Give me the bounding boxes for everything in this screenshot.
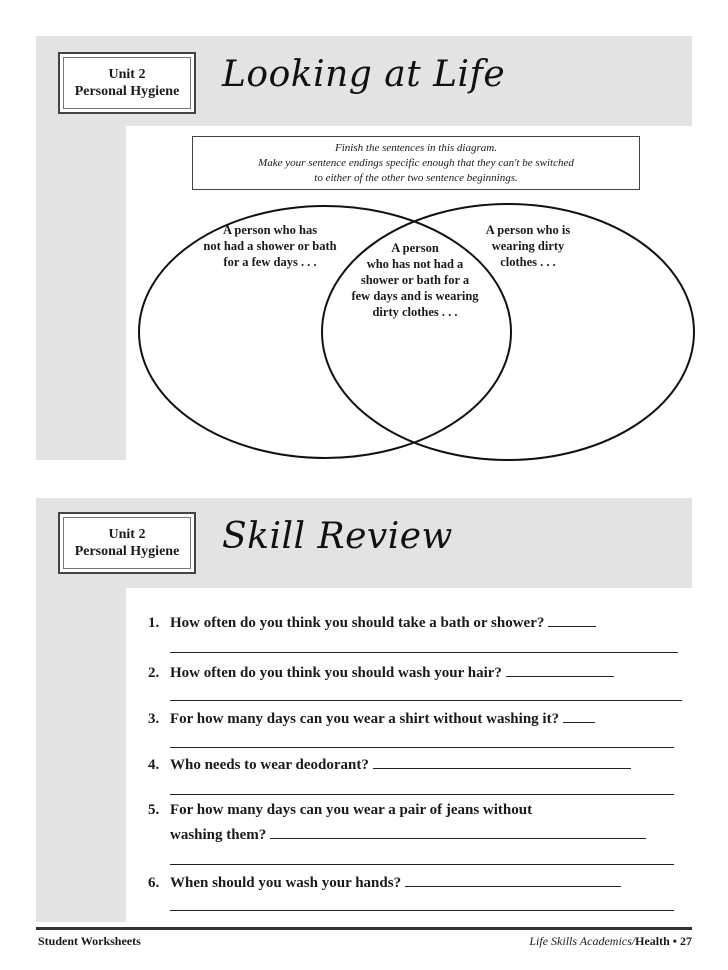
section1-title: Looking at Life bbox=[222, 54, 506, 95]
question-number: 6. bbox=[148, 875, 160, 891]
footer-series: Life Skills Academics/ bbox=[529, 934, 636, 948]
answer-blank[interactable] bbox=[506, 662, 614, 677]
answer-line[interactable] bbox=[170, 910, 674, 911]
venn-right-prompt bbox=[458, 222, 598, 270]
section2-unit-number: Unit 2 bbox=[108, 527, 146, 542]
answer-blank[interactable] bbox=[563, 708, 595, 723]
question-4 bbox=[148, 754, 678, 775]
question-5-continued bbox=[148, 824, 678, 845]
venn-center-line-2: who has not had a bbox=[366, 257, 464, 271]
question-text: For how many days can you wear a shirt without washing it? bbox=[170, 711, 560, 727]
venn-center-line-3: shower or bath for a bbox=[360, 273, 470, 287]
question-3 bbox=[148, 708, 678, 729]
answer-blank[interactable] bbox=[405, 872, 621, 887]
instructions-line-1: Finish the sentences in this diagram. bbox=[335, 142, 497, 154]
answer-blank[interactable] bbox=[548, 612, 596, 627]
venn-right-line-2: wearing dirty bbox=[491, 239, 565, 253]
venn-right-line-3: clothes . . . bbox=[500, 255, 556, 269]
question-2 bbox=[148, 662, 678, 683]
question-5 bbox=[148, 800, 678, 820]
section2-unit-box bbox=[58, 512, 196, 574]
footer-left: Student Worksheets bbox=[38, 934, 141, 948]
footer-rule bbox=[36, 927, 692, 930]
question-number: 3. bbox=[148, 711, 160, 727]
instructions-line-2: Make your sentence endings specific enough that they can't be switched bbox=[258, 157, 574, 169]
footer-page-number: Health • 27 bbox=[635, 934, 692, 948]
venn-left-line-3: for a few days . . . bbox=[223, 255, 317, 269]
question-number: 1. bbox=[148, 615, 160, 631]
answer-blank[interactable] bbox=[270, 824, 646, 839]
question-text: Who needs to wear deodorant? bbox=[170, 757, 369, 773]
question-text: How often do you think you should take a bath or shower? bbox=[170, 615, 545, 631]
section1-unit-topic: Personal Hygiene bbox=[74, 84, 180, 99]
question-text: When should you wash your hands? bbox=[170, 875, 402, 891]
venn-left-line-1: A person who has bbox=[222, 223, 318, 237]
answer-line[interactable] bbox=[170, 747, 674, 748]
venn-center-line-5: dirty clothes . . . bbox=[372, 305, 458, 319]
question-1 bbox=[148, 612, 678, 633]
question-6 bbox=[148, 872, 678, 893]
question-text: How often do you think you should wash your hair? bbox=[170, 665, 502, 681]
answer-line[interactable] bbox=[170, 652, 678, 653]
answer-line[interactable] bbox=[170, 794, 674, 795]
question-number: 2. bbox=[148, 665, 160, 681]
section2-title: Skill Review bbox=[222, 516, 453, 557]
answer-line[interactable] bbox=[170, 700, 682, 701]
footer-right bbox=[529, 934, 692, 949]
venn-left-line-2: not had a shower or bath bbox=[203, 239, 337, 253]
instructions-line-3: to either of the other two sentence beginnings. bbox=[314, 172, 518, 184]
venn-center-line-1: A person bbox=[391, 241, 439, 255]
question-text: For how many days can you wear a pair of jeans without bbox=[170, 802, 533, 818]
section2-unit-topic: Personal Hygiene bbox=[74, 544, 180, 559]
question-text-continued: washing them? bbox=[170, 827, 267, 843]
question-number: 4. bbox=[148, 757, 160, 773]
answer-blank[interactable] bbox=[373, 754, 631, 769]
venn-center-line-4: few days and is wearing bbox=[351, 289, 479, 303]
question-number: 5. bbox=[148, 802, 160, 818]
venn-right-line-1: A person who is bbox=[485, 223, 571, 237]
section1-unit-number: Unit 2 bbox=[108, 67, 146, 82]
answer-line[interactable] bbox=[170, 864, 674, 865]
